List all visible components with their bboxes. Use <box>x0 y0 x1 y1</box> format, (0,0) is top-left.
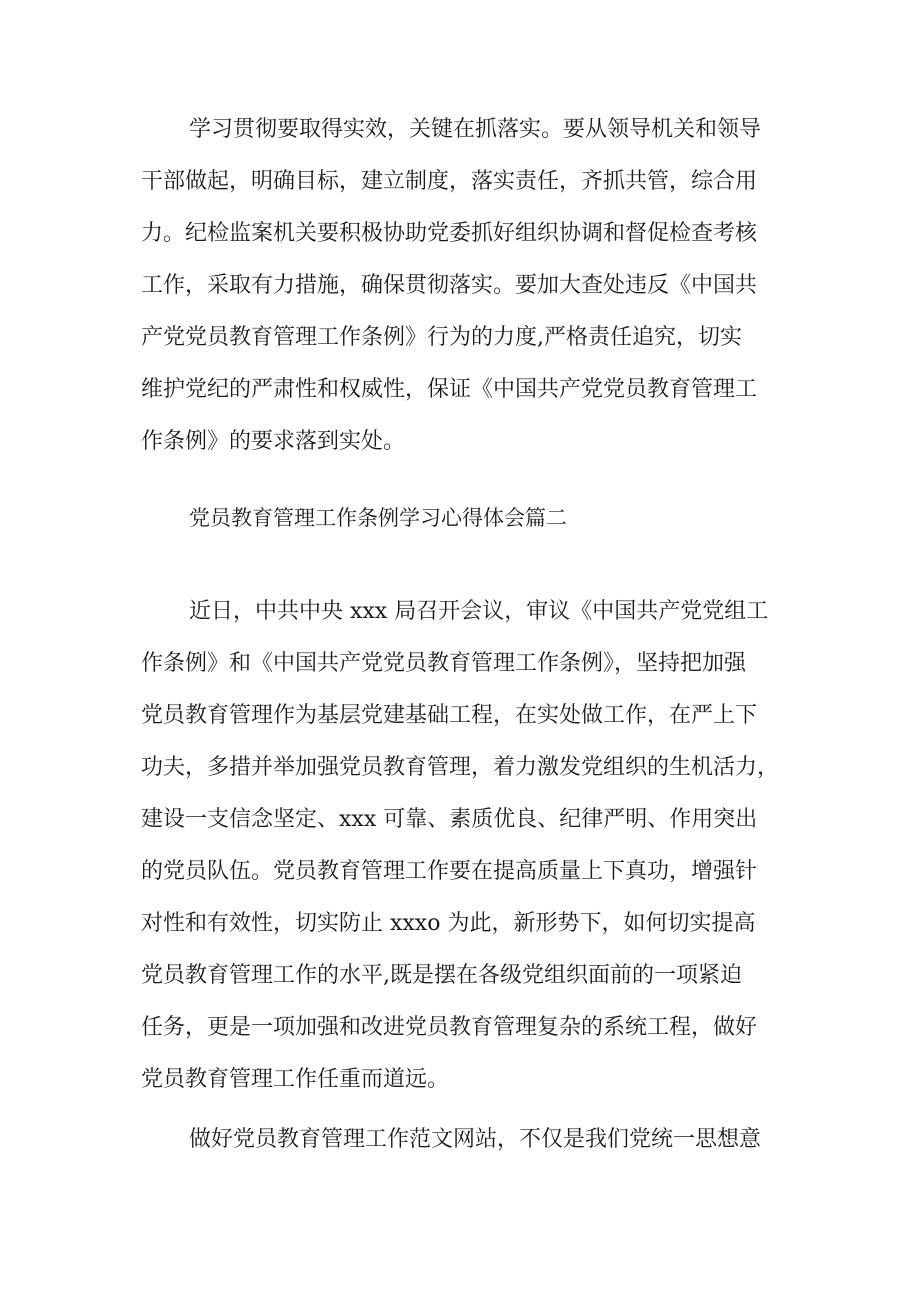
paragraph-line: 做好党员教育管理工作范文网站，不仅是我们党统一思想意 <box>189 1127 762 1152</box>
paragraph-3 <box>141 1114 781 1166</box>
paragraph-line: 产党党员教育管理工作条例》行为的力度,严格责任追究，切实 <box>141 325 742 350</box>
paragraph-line: 党员教育管理工作任重而道远。 <box>141 1067 450 1092</box>
paragraph-line: 近日，中共中央 xxx 局召开会议，审议《中国共产党党组工 <box>189 599 769 624</box>
paragraph-line: 工作，采取有力措施，确保贯彻落实。要加大查处违反《中国共 <box>141 273 758 298</box>
paragraph-line: 作条例》的要求落到实处。 <box>141 429 406 454</box>
paragraph-line: 力。纪检监案机关要积极协助党委抓好组织协调和督促检查考核 <box>141 221 758 246</box>
paragraph-line: 维护党纪的严肃性和权威性，保证《中国共产党党员教育管理工 <box>141 377 758 402</box>
heading-text: 党员教育管理工作条例学习心得体会篇二 <box>189 506 567 530</box>
paragraph-line: 党员教育管理工作的水平,既是摆在各级党组织面前的一项紧迫 <box>141 963 742 988</box>
paragraph-1 <box>141 104 781 468</box>
paragraph-line: 对性和有效性，切实防止 xxxo 为此，新形势下，如何切实提高 <box>141 911 756 936</box>
paragraph-line: 任务，更是一项加强和改进党员教育管理复杂的系统工程，做好 <box>141 1015 758 1040</box>
paragraph-line: 建设一支信念坚定、xxx 可靠、素质优良、纪律严明、作用突出 <box>141 807 758 832</box>
section-heading <box>141 498 781 538</box>
paragraph-line: 干部做起，明确目标，建立制度，落实责任，齐抓共管，综合用 <box>141 169 758 194</box>
paragraph-line: 的党员队伍。党员教育管理工作要在提高质量上下真功，增强针 <box>141 859 758 884</box>
paragraph-line: 学习贯彻要取得实效，关键在抓落实。要从领导机关和领导 <box>189 117 762 142</box>
paragraph-2 <box>141 586 781 1106</box>
paragraph-line: 作条例》和《中国共产党党员教育管理工作条例》，坚持把加强 <box>141 651 747 676</box>
paragraph-line: 党员教育管理作为基层党建基础工程，在实处做工作，在严上下 <box>141 703 758 728</box>
paragraph-line: 功夫，多措并举加强党员教育管理，着力激发党组织的生机活力， <box>141 755 780 780</box>
